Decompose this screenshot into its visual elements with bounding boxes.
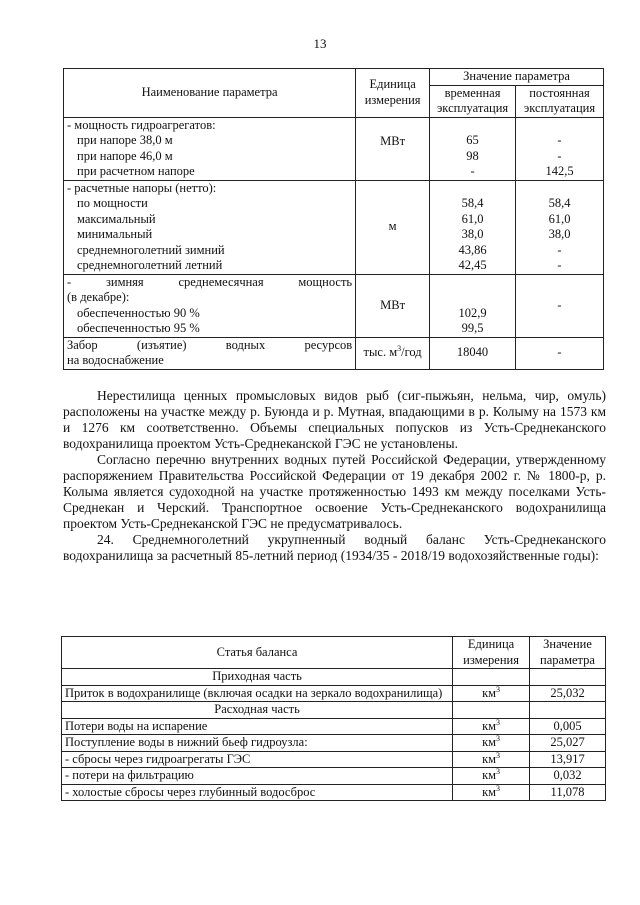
param-label: Забор (изъятие) водных ресурсов bbox=[67, 337, 353, 352]
param-label: обеспеченностью 95 % bbox=[77, 321, 200, 335]
param-label: минимальный bbox=[77, 227, 153, 241]
table-row bbox=[62, 768, 606, 785]
unit-cell: $км^3$ bbox=[453, 718, 530, 735]
paragraph: Согласно перечню внутренних водных путей Российской Федерации, утвержденному распоряжением Правительства Российской Федерации от 19 декабря 2002 г. № 1800-р, р. Колыма является судоходной на участке протяженностью 1493 км между поселками Усть-Среднекан и Черский. Транспортное освоение Усть-Среднеканского водохранилища проектом Усть-Среднеканской ГЭС не предусматривалось. bbox=[63, 452, 606, 531]
table-row bbox=[62, 685, 606, 702]
value-cell: - bbox=[516, 337, 604, 369]
water-balance-table bbox=[61, 636, 606, 801]
value-cell: 58,4 bbox=[461, 196, 484, 210]
unit-cell: МВт bbox=[356, 274, 430, 337]
value-cell: 42,45 bbox=[458, 258, 487, 272]
paragraph: 24. Среднемноголетний укрупненный водный баланс Усть-Среднеканского водохранилища за расчетный 85-летний период (1934/35 - 2018/19 водохозяйственные годы): bbox=[63, 532, 606, 563]
unit-cell: м bbox=[356, 180, 430, 274]
value-cell: 98 bbox=[466, 148, 479, 163]
header-unit: Единица измерения bbox=[453, 637, 530, 669]
group-title: - расчетные напоры (нетто): bbox=[67, 180, 217, 195]
value-cell: 99,5 bbox=[461, 321, 484, 335]
header-unit: Единица измерения bbox=[356, 69, 430, 118]
paragraph: Нерестилища ценных промысловых видов рыб (сиг-пыжьян, нельма, чир, омуль) расположены на участке между р. Буюнда и р. Мутная, впадающими в р. Колыму на 1573 км и 1276 км соответственно. Объемы специальных попусков из Усть-Среднеканского водохранилища проектом Усть-Среднеканской ГЭС не установлены. bbox=[63, 388, 606, 451]
balance-label: Приток в водохранилище (включая осадки на зеркало водохранилища) bbox=[62, 685, 453, 702]
header-permanent: постоянная эксплуатация bbox=[516, 85, 604, 117]
value-cell: 61,0 bbox=[548, 211, 571, 226]
unit-cell: $км^3$ bbox=[453, 685, 530, 702]
page-number: 13 bbox=[313, 36, 327, 51]
unit-cell: $км^3$ bbox=[453, 768, 530, 785]
value-cell: 43,86 bbox=[458, 242, 487, 257]
value-cell: - bbox=[470, 164, 475, 178]
balance-label: Поступление воды в нижний бьеф гидроузла: bbox=[62, 735, 453, 752]
parameters-table bbox=[63, 68, 604, 370]
unit-cell: $км^3$ bbox=[453, 751, 530, 768]
table-row bbox=[62, 735, 606, 752]
header-parameter-name: Наименование параметра bbox=[64, 69, 356, 118]
value-cell: 65 bbox=[466, 133, 479, 147]
value-cell: 142,5 bbox=[545, 164, 574, 178]
value-cell: 58,4 bbox=[548, 196, 571, 210]
section-title-income: Приходная часть bbox=[62, 669, 453, 686]
balance-label: - холостые сбросы через глубинный водосброс bbox=[62, 784, 453, 801]
table-row bbox=[64, 337, 604, 369]
balance-label: - потери на фильтрацию bbox=[62, 768, 453, 785]
section-title-expense: Расходная часть bbox=[62, 702, 453, 719]
header-article: Статья баланса bbox=[62, 637, 453, 669]
group-title: - зимняя среднемесячная мощность bbox=[67, 274, 353, 289]
unit-cell: МВт bbox=[356, 117, 430, 180]
value-cell: 61,0 bbox=[461, 211, 484, 226]
param-label: по мощности bbox=[77, 196, 148, 210]
value-cell: 13,917 bbox=[530, 751, 606, 768]
param-label: максимальный bbox=[77, 211, 156, 226]
unit-cell: $км^3$ bbox=[453, 784, 530, 801]
param-label: при напоре 38,0 м bbox=[77, 133, 173, 147]
table-row bbox=[64, 180, 604, 274]
param-label: обеспеченностью 90 % bbox=[77, 305, 200, 320]
group-title: - мощность гидроагрегатов: bbox=[67, 117, 216, 132]
param-label-continued: на водоснабжение bbox=[67, 353, 164, 367]
value-cell: 25,032 bbox=[530, 685, 606, 702]
value-cell: 25,027 bbox=[530, 735, 606, 752]
table-row bbox=[62, 784, 606, 801]
value-cell: 38,0 bbox=[548, 227, 571, 241]
unit-cell: $км^3$ bbox=[453, 735, 530, 752]
table-row bbox=[62, 751, 606, 768]
header-temporary: временная эксплуатация bbox=[430, 85, 516, 117]
value-cell: - bbox=[557, 242, 562, 257]
table-row bbox=[64, 274, 604, 337]
value-cell: 18040 bbox=[430, 337, 516, 369]
header-value: Значение параметра bbox=[430, 69, 604, 86]
value-cell: 38,0 bbox=[461, 227, 484, 241]
value-cell: 102,9 bbox=[458, 305, 487, 320]
table-row bbox=[64, 117, 604, 180]
header-value: Значение параметра bbox=[530, 637, 606, 669]
unit-cell: тыс. $м^3$/год bbox=[356, 337, 430, 369]
balance-label: Потери воды на испарение bbox=[62, 718, 453, 735]
value-cell: - bbox=[557, 258, 562, 272]
value-cell: 0,032 bbox=[530, 768, 606, 785]
param-label: при напоре 46,0 м bbox=[77, 148, 173, 163]
body-text bbox=[63, 388, 606, 564]
param-label: при расчетном напоре bbox=[77, 164, 195, 178]
value-cell: - bbox=[516, 274, 604, 337]
param-label: среднемноголетний зимний bbox=[77, 242, 225, 257]
value-cell: - bbox=[557, 133, 562, 147]
param-label: среднемноголетний летний bbox=[77, 258, 223, 272]
group-title-continued: (в декабре): bbox=[67, 290, 130, 304]
value-cell: - bbox=[557, 148, 562, 163]
balance-label: - сбросы через гидроагрегаты ГЭС bbox=[62, 751, 453, 768]
table-row bbox=[62, 718, 606, 735]
value-cell: 11,078 bbox=[530, 784, 606, 801]
value-cell: 0,005 bbox=[530, 718, 606, 735]
